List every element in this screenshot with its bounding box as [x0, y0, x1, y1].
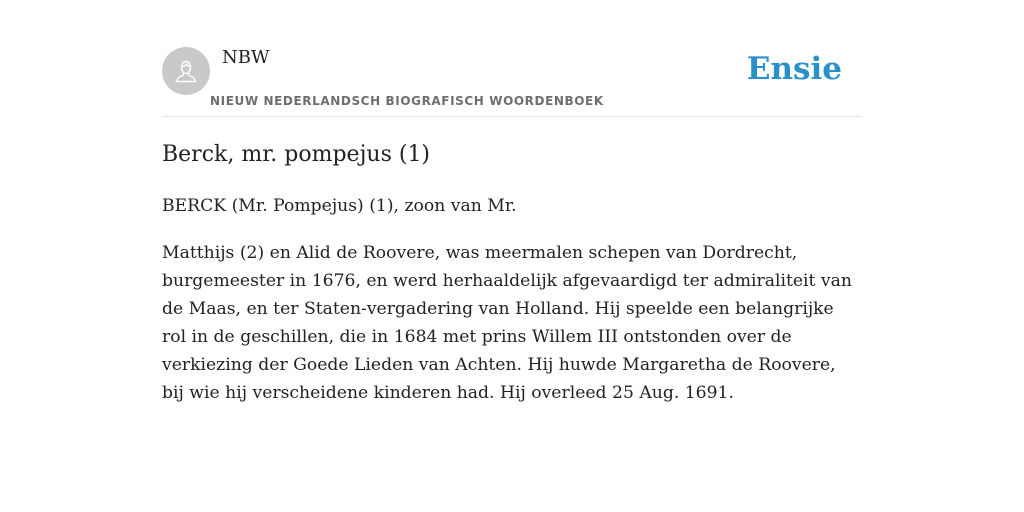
source-name[interactable]: NBW [222, 47, 270, 68]
source-subtitle: NIEUW NEDERLANDSCH BIOGRAFISCH WOORDENBOEK [210, 94, 604, 108]
source-avatar[interactable] [162, 47, 210, 95]
ensie-logo[interactable]: Ensie [746, 51, 842, 87]
article-paragraph: BERCK (Mr. Pompejus) (1), zoon van Mr. [162, 196, 517, 216]
article-paragraph: Matthijs (2) en Alid de Roovere, was meermalen schepen van Dordrecht, burgemeester in 1676, en werd herhaaldelijk afgevaardigd ter admiraliteit van de Maas, en ter Staten-vergadering van Holland. Hij speelde een belangrijke rol in de geschillen, die in 1684 met prins Willem III ontstonden over de verkiezing der Goede Lieden van Achten. Hij huwde Margaretha de Roovere, bij wie hij verscheidene kinderen had. Hij overleed 25 Aug. 1691. [162, 243, 852, 403]
article-body [162, 192, 862, 426]
page-container [162, 0, 862, 403]
user-icon [171, 56, 201, 86]
page-title: Berck, mr. pompejus (1) [162, 142, 431, 167]
source-header [162, 0, 862, 117]
